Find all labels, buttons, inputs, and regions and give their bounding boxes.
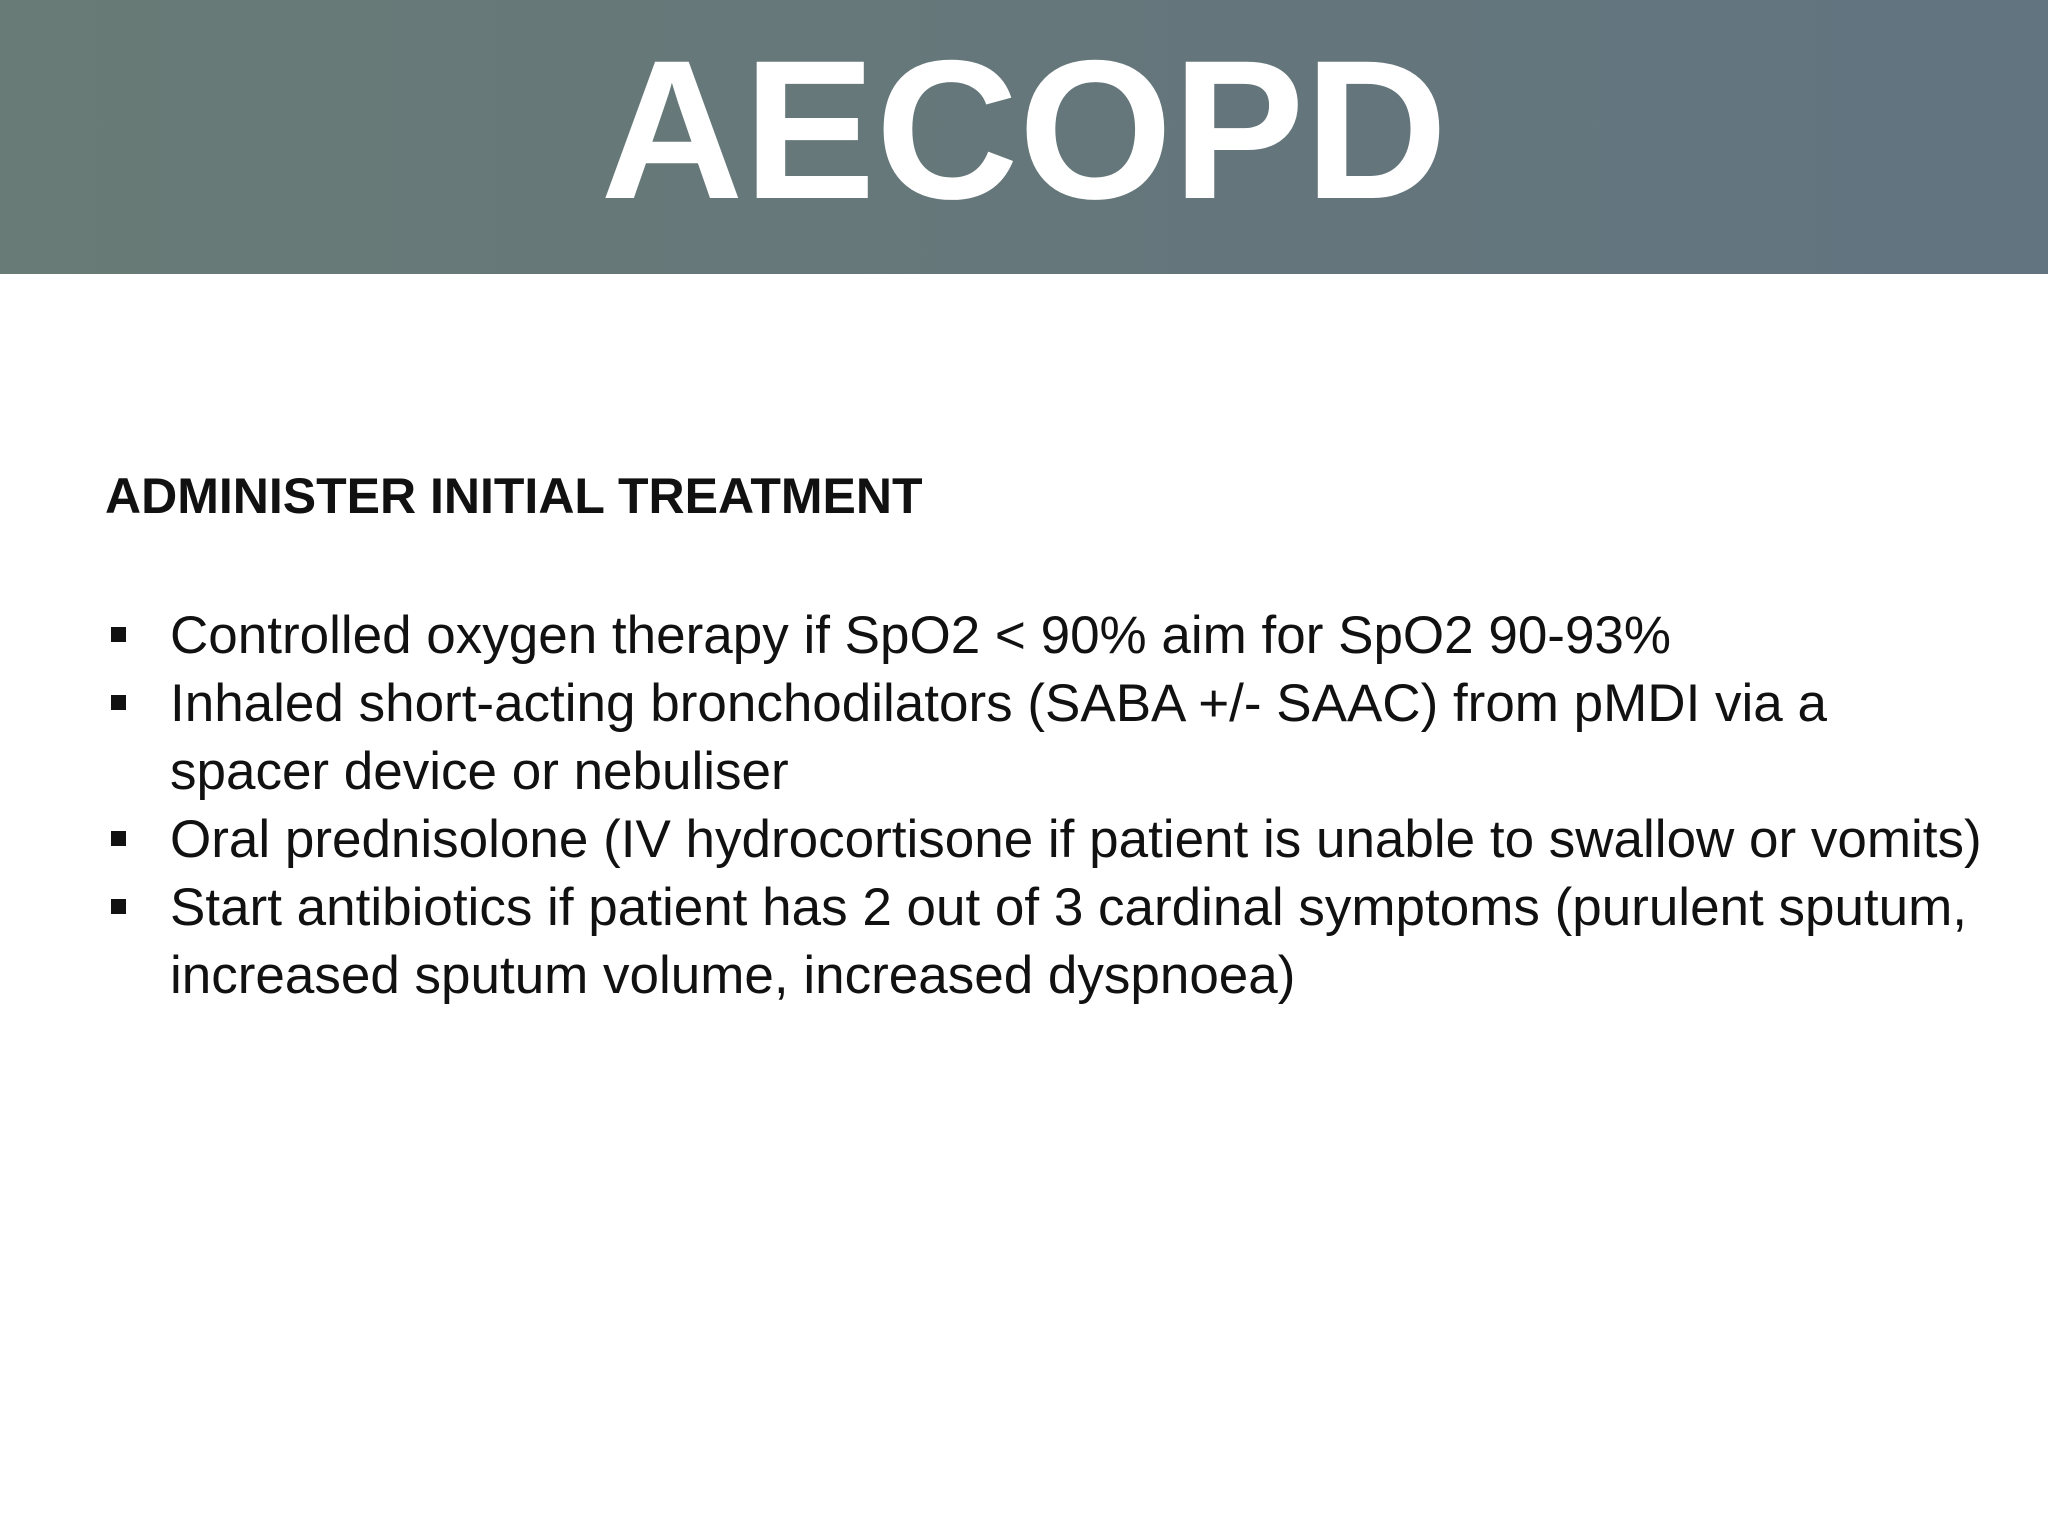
square-bullet-icon [111, 831, 126, 846]
list-item [105, 602, 1985, 670]
square-bullet-icon [111, 899, 126, 914]
square-bullet-icon [111, 627, 126, 642]
list-item [105, 670, 1985, 806]
list-item [105, 806, 1985, 874]
bullet-text: Inhaled short-acting bronchodilators (SABA +/- SAAC) from pMDI via a spacer device or nebuliser [170, 674, 1827, 801]
slide-title: AECOPD [600, 19, 1448, 240]
header-band [0, 0, 2048, 274]
bullet-text: Start antibiotics if patient has 2 out of 3 cardinal symptoms (purulent sputum, increased sputum volume, increased dyspnoea) [170, 878, 1968, 1005]
section-heading: ADMINISTER INITIAL TREATMENT [105, 468, 923, 524]
bullet-text: Controlled oxygen therapy if SpO2 < 90% aim for SpO2 90-93% [170, 606, 1672, 665]
square-bullet-icon [111, 695, 126, 710]
bullet-list [105, 602, 1985, 1010]
list-item [105, 874, 1985, 1010]
bullet-text: Oral prednisolone (IV hydrocortisone if patient is unable to swallow or vomits) [170, 810, 1982, 869]
